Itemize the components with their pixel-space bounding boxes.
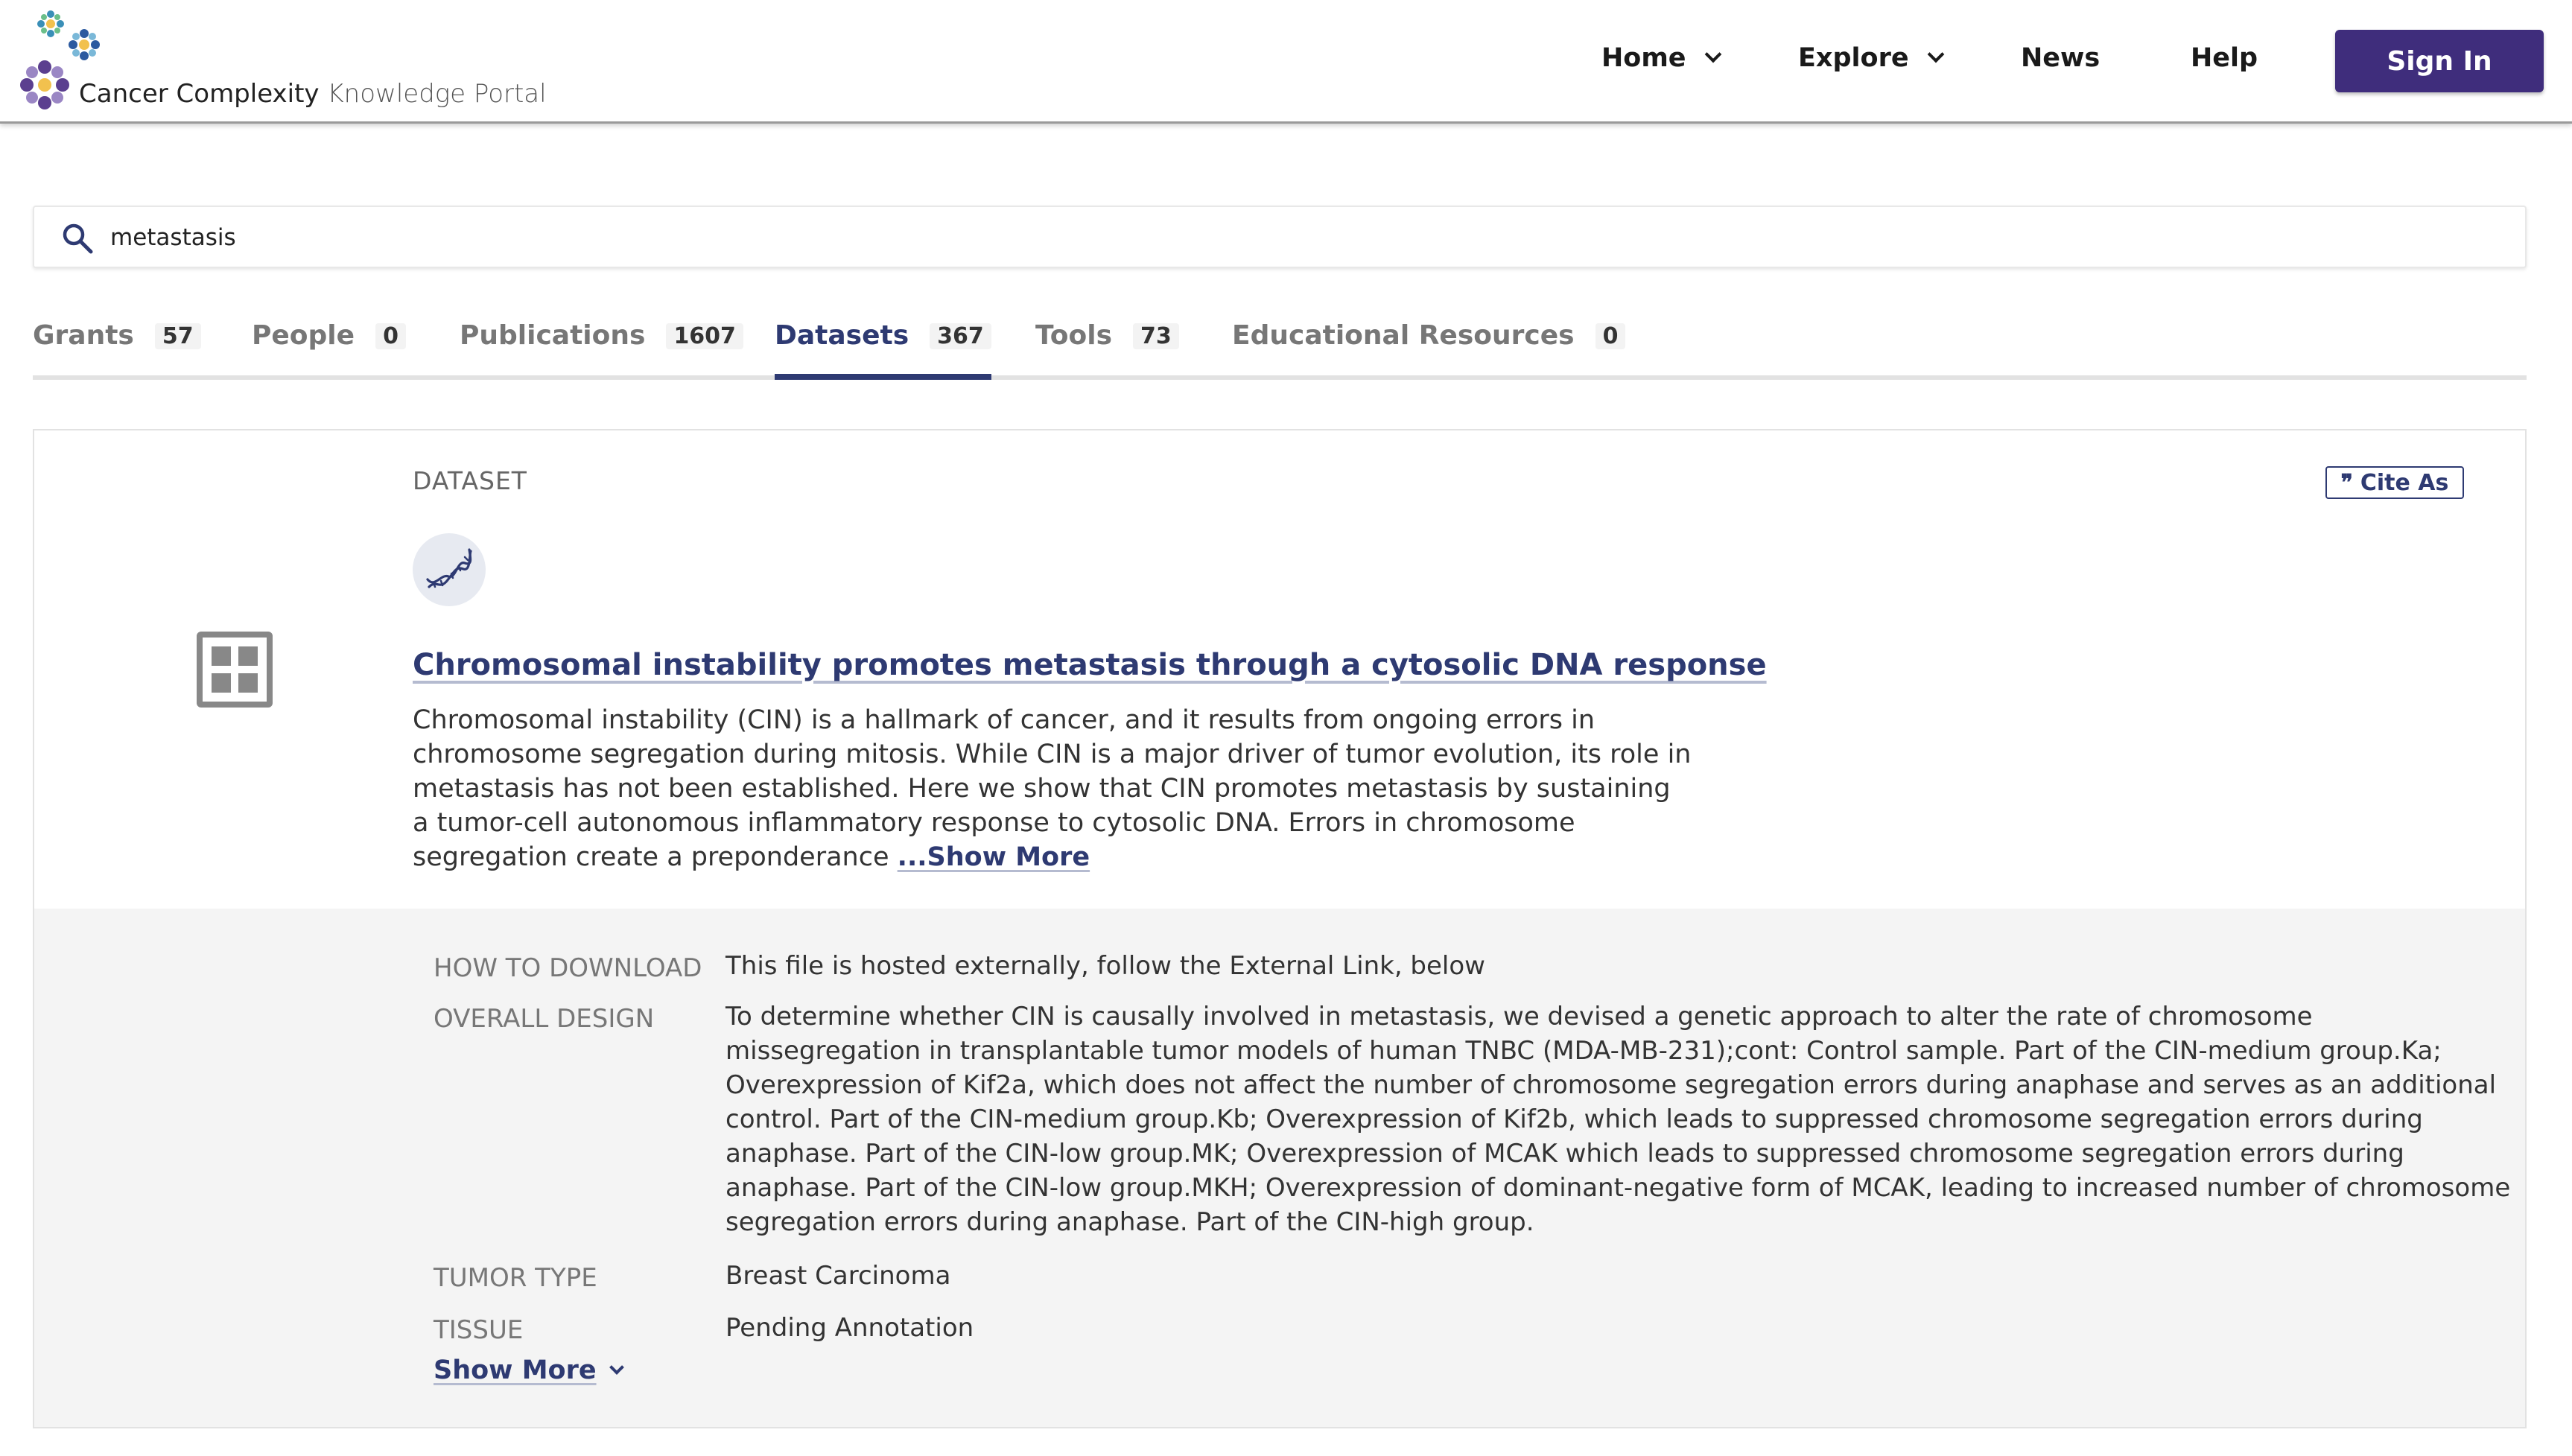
tab-label: Educational Resources <box>1232 320 1575 351</box>
detail-label: HOW TO DOWNLOAD <box>434 953 702 983</box>
tab-count: 73 <box>1133 323 1179 349</box>
nav-explore-label: Explore <box>1798 43 1909 73</box>
tab-count: 367 <box>930 323 991 349</box>
nav-news-label: News <box>2021 43 2101 73</box>
chevron-down-icon <box>609 1360 624 1375</box>
dataset-title-link[interactable]: Chromosomal instability promotes metastasis through a cytosolic DNA response <box>413 648 1767 682</box>
show-more-label: Show More <box>434 1355 597 1385</box>
detail-value: This file is hosted externally, follow the External Link, below <box>725 951 1485 981</box>
search-bar <box>33 206 2527 268</box>
search-input[interactable] <box>110 220 2494 255</box>
tab-count: 57 <box>155 323 201 349</box>
detail-label: OVERALL DESIGN <box>434 1004 655 1034</box>
chevron-down-icon <box>1704 46 1721 63</box>
detail-value: To determine whether CIN is causally involved in metastasis, we devised a genetic approach to alter the rate of chromosome missegregation in transplantable tumor models of human TNBC (MDA-MB-231);cont: Control sample. Part of the CIN-medium group.Ka; Overexpression of Kif2a, which does not affect the number of chromosome segregation errors during anaphase and serves as an additional control. Part of the CIN-medium group.Kb; Overexpression of Kif2b, which leads to suppressed chromosome segregation errors during anaphase. Part of the CIN-low group.MK; Overexpression of MCAK which leads to suppressed chromosome segregation errors during anaphase. Part of the CIN-low group.MKH; Overexpression of dominant-negative form of MCAK, leading to increased number of chromosome segregation errors during anaphase. Part of the CIN-high group. <box>725 1002 2511 1237</box>
tab-grants[interactable] <box>33 320 201 380</box>
site-header <box>0 0 2572 124</box>
result-tabs <box>33 313 2527 380</box>
tab-label: Publications <box>460 320 646 351</box>
tab-count: 0 <box>1595 323 1626 349</box>
tab-label: Grants <box>33 320 134 351</box>
dna-icon <box>413 533 486 606</box>
dataset-summary <box>34 430 2525 909</box>
dataset-description <box>413 703 1694 874</box>
search-icon <box>61 222 94 258</box>
portal-name-secondary: Knowledge Portal <box>327 79 547 109</box>
tab-label: Datasets <box>775 320 909 351</box>
portal-name-primary: Cancer Complexity <box>79 79 320 109</box>
tab-label: Tools <box>1035 320 1113 351</box>
sign-in-button[interactable]: Sign In <box>2335 30 2544 92</box>
nav-home[interactable] <box>1601 43 1719 73</box>
tab-count: 0 <box>375 323 406 349</box>
cite-as-label: Cite As <box>2360 469 2449 496</box>
nav-news[interactable] <box>2021 43 2100 73</box>
dataset-card <box>33 429 2527 1428</box>
tab-educational-resources[interactable] <box>1232 320 1625 380</box>
show-more-button[interactable] <box>434 1355 622 1385</box>
dataset-description-text: Chromosomal instability (CIN) is a hallmark of cancer, and it results from ongoing errors in chromosome segregation during mitosis. While CIN is a major driver of tumor evolution, its role in metastasis has not been established. Here we show that CIN promotes metastasis by sustaining a tumor-cell autonomous inflammatory response to cytosolic DNA. Errors in chromosome segregation create a preponderance <box>413 705 1692 872</box>
detail-label: TUMOR TYPE <box>434 1263 597 1293</box>
nav-help[interactable] <box>2191 43 2258 73</box>
quote-icon: ❞ <box>2340 469 2353 496</box>
nav-home-label: Home <box>1601 43 1686 73</box>
nav-explore[interactable] <box>1798 43 1942 73</box>
cite-as-button[interactable] <box>2325 466 2464 499</box>
detail-label: TISSUE <box>434 1315 524 1345</box>
nav-help-label: Help <box>2191 43 2258 73</box>
dataset-placeholder-icon <box>197 632 273 708</box>
portal-logo[interactable] <box>13 7 547 119</box>
detail-value: Breast Carcinoma <box>725 1261 951 1291</box>
tab-people[interactable] <box>252 320 406 380</box>
tab-publications[interactable] <box>460 320 743 380</box>
tab-label: People <box>252 320 355 351</box>
tab-tools[interactable] <box>1035 320 1179 380</box>
tab-datasets[interactable] <box>775 320 991 380</box>
tab-count: 1607 <box>666 323 743 349</box>
description-show-more-link[interactable]: ...Show More <box>897 842 1090 872</box>
chevron-down-icon <box>1927 46 1944 63</box>
portal-name <box>79 79 547 109</box>
result-type-label: DATASET <box>413 466 527 495</box>
detail-value: Pending Annotation <box>725 1313 974 1343</box>
